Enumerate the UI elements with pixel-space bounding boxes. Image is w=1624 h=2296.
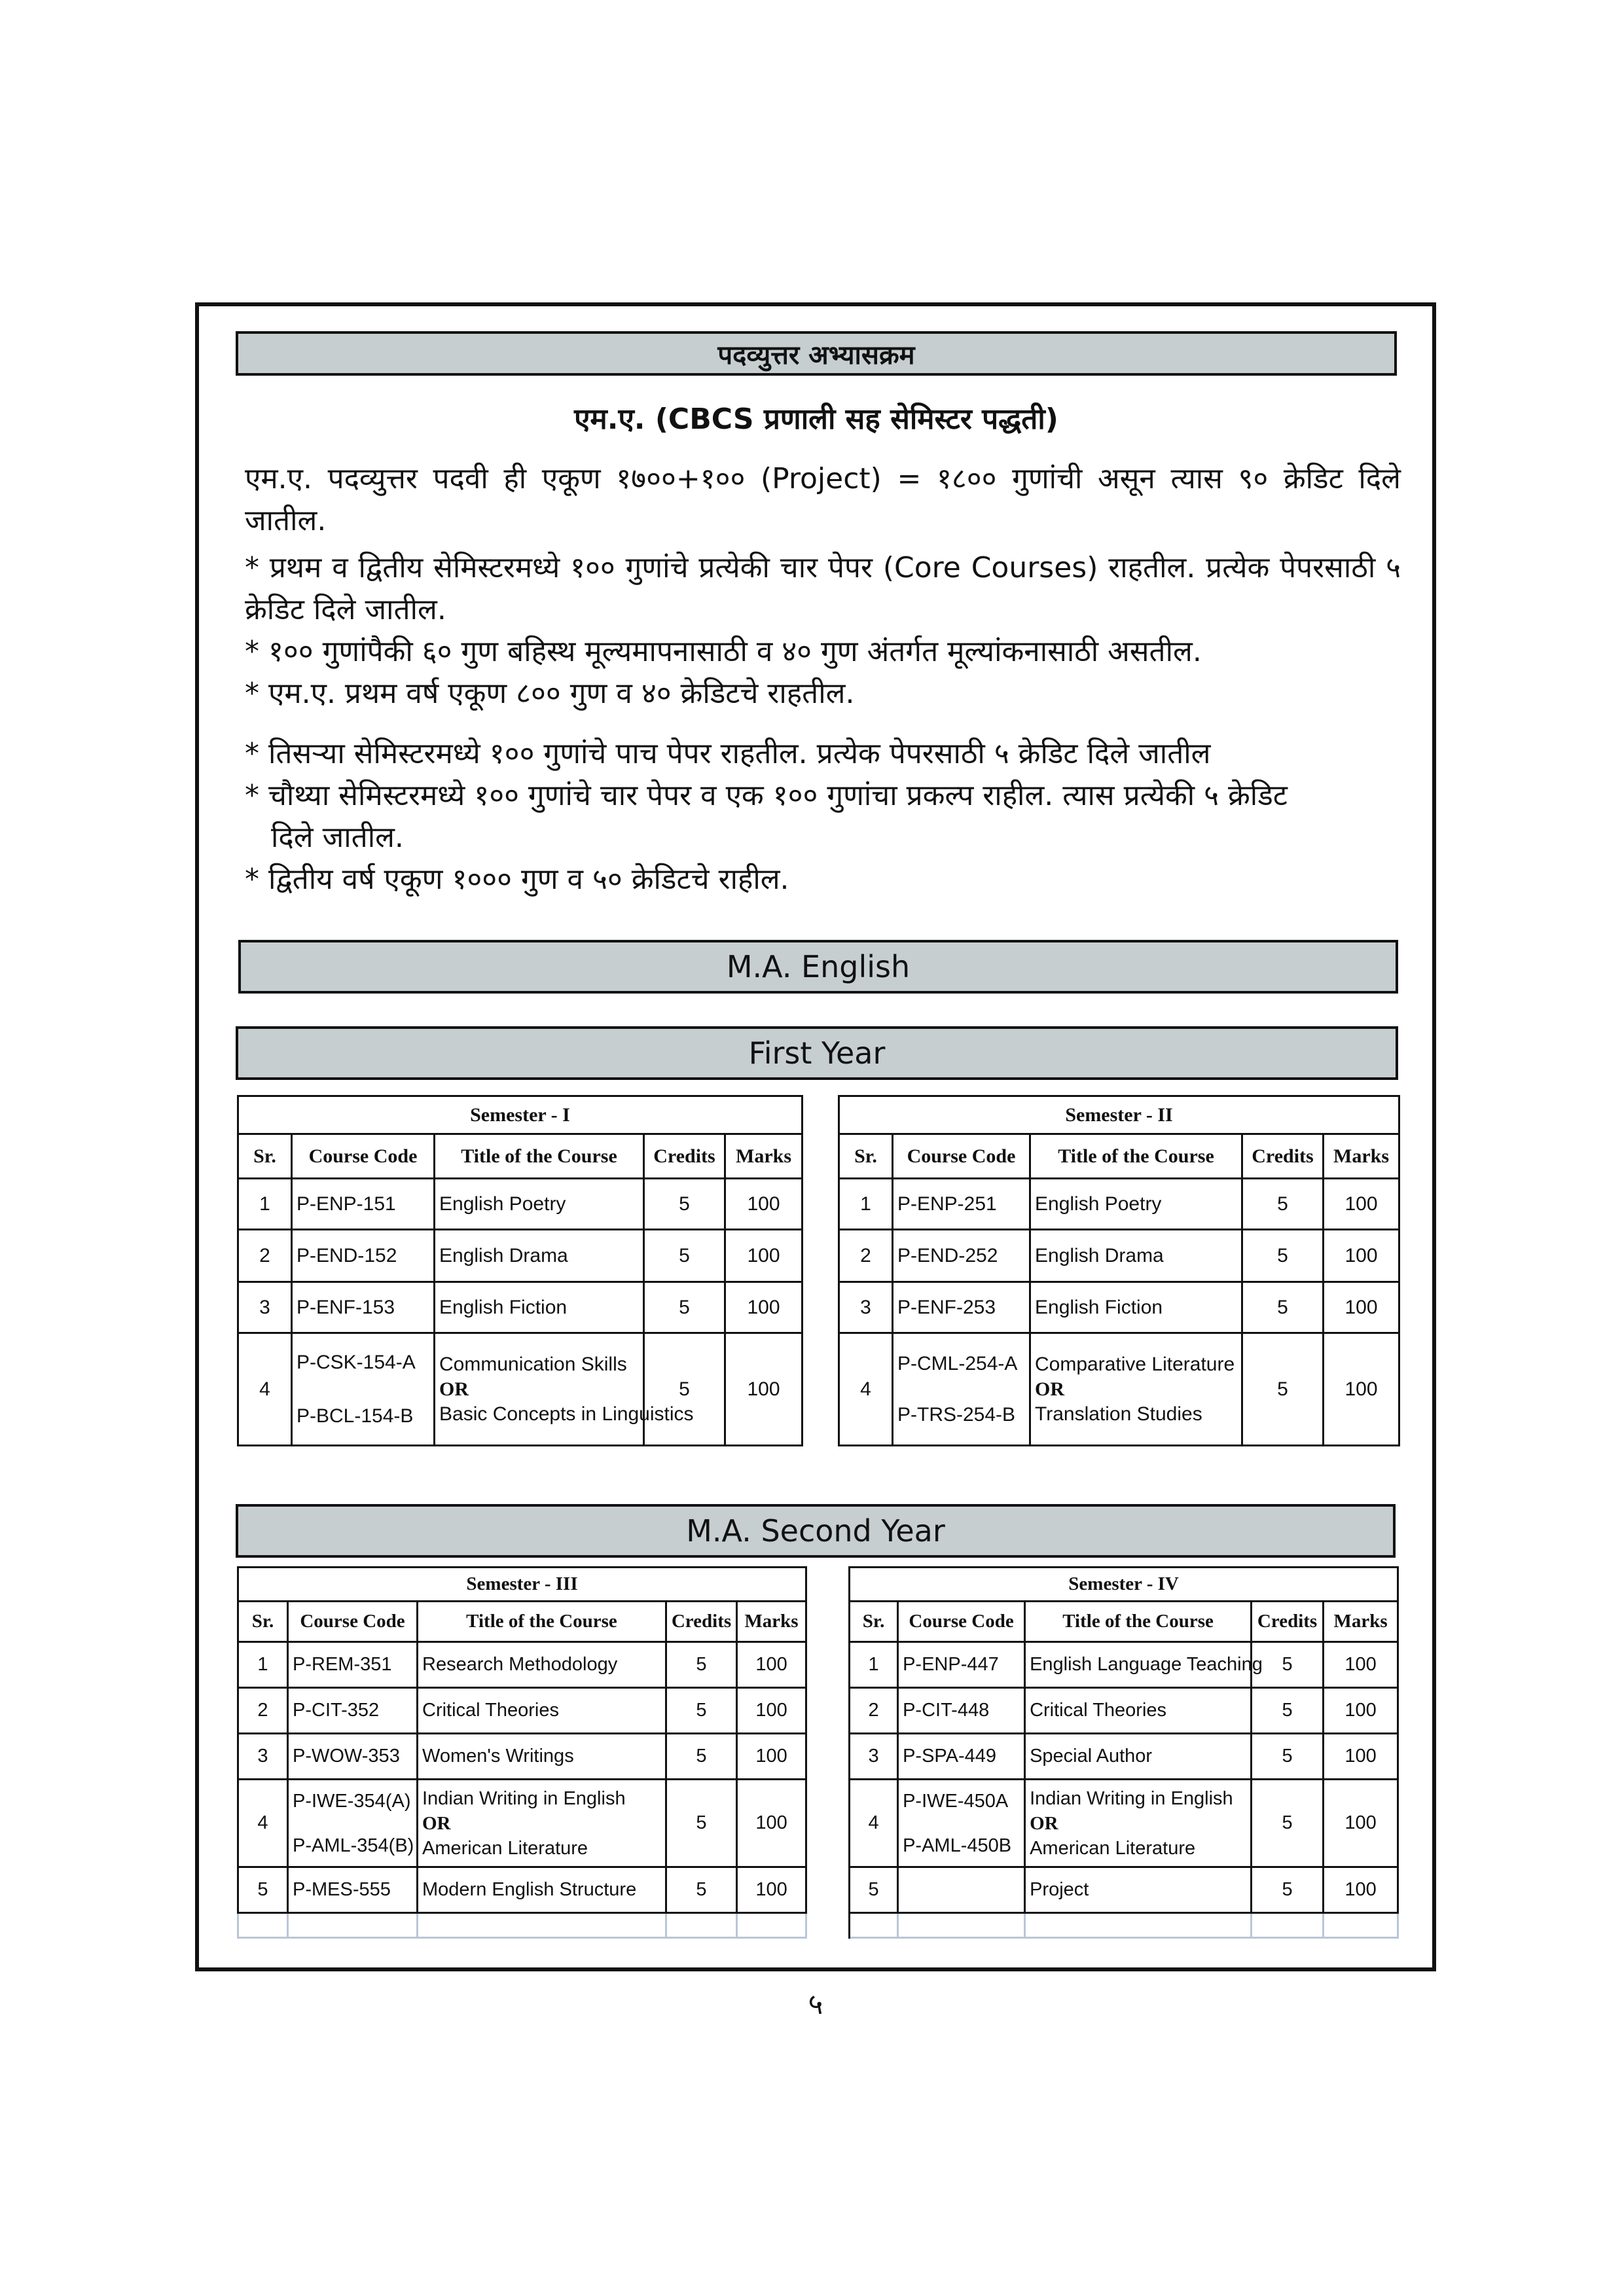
cell-marks: 100 xyxy=(1324,1282,1399,1333)
table-spacer xyxy=(803,1134,839,1179)
col-credits: Credits xyxy=(1242,1134,1324,1179)
col-marks: Marks xyxy=(725,1134,803,1179)
page-title: पदव्युत्तर अभ्यासक्रम xyxy=(717,340,915,370)
title-option-a: Communication Skills xyxy=(439,1353,627,1375)
cell-title: Research Methodology xyxy=(418,1642,666,1688)
cell-sr: 5 xyxy=(850,1867,898,1913)
cell-credits: 5 xyxy=(666,1642,737,1688)
col-marks: Marks xyxy=(737,1602,806,1642)
semester-header-row xyxy=(238,1568,1398,1602)
cell-marks: 100 xyxy=(725,1333,803,1446)
cell-credits: 5 xyxy=(644,1179,725,1230)
table-empty-row xyxy=(238,1913,1398,1938)
semester-2-label: Semester - II xyxy=(839,1096,1399,1134)
cell-sr: 4 xyxy=(839,1333,893,1446)
intro-paragraph-1: एम.ए. पदव्युत्तर पदवी ही एकूण १७००+१०० (Project) = १८०० गुणांची असून त्यास ९० क्रेडिट दिले जातील. xyxy=(245,462,1401,537)
cell-credits: 5 xyxy=(666,1780,737,1867)
cell-title: Special Author xyxy=(1025,1734,1252,1780)
title-option-b: Translation Studies xyxy=(1035,1403,1202,1425)
col-credits: Credits xyxy=(644,1134,725,1179)
title-option-b: American Literature xyxy=(1030,1837,1196,1859)
cell-sr: 1 xyxy=(238,1642,288,1688)
cell-credits: 5 xyxy=(644,1282,725,1333)
semester-3-label: Semester - III xyxy=(238,1568,806,1602)
cell-title: Critical Theories xyxy=(1025,1688,1252,1734)
cell-sr: 3 xyxy=(238,1734,288,1780)
cell-credits: 5 xyxy=(666,1867,737,1913)
table-row xyxy=(238,1867,1398,1913)
cell-marks: 100 xyxy=(737,1642,806,1688)
table-row xyxy=(238,1230,1399,1282)
cell-sr: 2 xyxy=(850,1688,898,1734)
title-option-b: Basic Concepts in Linguistics xyxy=(439,1403,694,1425)
title-option-a: Comparative Literature xyxy=(1035,1353,1235,1375)
table-spacer xyxy=(803,1333,839,1446)
cell-sr: 3 xyxy=(238,1282,292,1333)
table-spacer xyxy=(803,1179,839,1230)
cell-sr: 2 xyxy=(839,1230,893,1282)
cell-title: English Poetry xyxy=(435,1179,644,1230)
code-option-a: P-CML-254-A xyxy=(897,1352,1018,1374)
col-credits: Credits xyxy=(666,1602,737,1642)
cell-sr: 2 xyxy=(238,1230,292,1282)
column-header-row xyxy=(238,1134,1399,1179)
cell-title: English Fiction xyxy=(1030,1282,1242,1333)
cell-code xyxy=(898,1780,1025,1867)
cell-title xyxy=(418,1780,666,1867)
table-row xyxy=(238,1282,1399,1333)
page-number: ५ xyxy=(808,1988,823,2021)
cell-credits: 5 xyxy=(644,1230,725,1282)
cell-code xyxy=(898,1867,1025,1913)
intro-line-3: * १०० गुणांपैकी ६० गुण बहिस्थ मूल्यमापनासाठी व ४० गुण अंतर्गत मूल्यांकनासाठी असतील. xyxy=(245,635,1202,668)
code-option-a: P-IWE-354(A) xyxy=(293,1790,411,1812)
cell-credits: 5 xyxy=(1242,1282,1324,1333)
cell-code: P-SPA-449 xyxy=(898,1734,1025,1780)
cell-code: P-ENP-251 xyxy=(893,1179,1030,1230)
col-sr: Sr. xyxy=(238,1602,288,1642)
code-option-a: P-CSK-154-A xyxy=(297,1351,416,1373)
cell-marks: 100 xyxy=(1324,1642,1398,1688)
code-option-b: P-AML-354(B) xyxy=(293,1835,414,1856)
cell-marks: 100 xyxy=(1324,1734,1398,1780)
cell-title: English Fiction xyxy=(435,1282,644,1333)
semester-4-label: Semester - IV xyxy=(850,1568,1398,1602)
col-code: Course Code xyxy=(898,1602,1025,1642)
semester-header-row xyxy=(238,1096,1399,1134)
table-row xyxy=(238,1333,1399,1446)
cell-credits: 5 xyxy=(1252,1642,1324,1688)
or-label: OR xyxy=(1035,1378,1064,1400)
code-option-a: P-IWE-450A xyxy=(903,1790,1009,1812)
cell-marks: 100 xyxy=(1324,1688,1398,1734)
table-spacer xyxy=(806,1688,850,1734)
code-option-b: P-BCL-154-B xyxy=(297,1405,414,1427)
table-row xyxy=(238,1734,1398,1780)
cell-code: P-CIT-352 xyxy=(288,1688,418,1734)
cell-marks: 100 xyxy=(737,1867,806,1913)
cell-sr: 5 xyxy=(238,1867,288,1913)
cell-marks: 100 xyxy=(1324,1230,1399,1282)
cell-code: P-END-152 xyxy=(292,1230,435,1282)
cell-credits: 5 xyxy=(1252,1734,1324,1780)
cell-code: P-ENP-151 xyxy=(292,1179,435,1230)
page-subtitle: एम.ए. (CBCS प्रणाली सह सेमिस्टर पद्धती) xyxy=(574,403,1058,436)
col-credits: Credits xyxy=(1252,1602,1324,1642)
cell-title: Project xyxy=(1025,1867,1252,1913)
col-code: Course Code xyxy=(288,1602,418,1642)
intro-line-4: * एम.ए. प्रथम वर्ष एकूण ८०० गुण व ४० क्रेडिटचे राहतील. xyxy=(245,677,855,710)
table-row xyxy=(238,1780,1398,1867)
cell-code: P-ENF-253 xyxy=(893,1282,1030,1333)
cell-title: Women's Writings xyxy=(418,1734,666,1780)
cell-sr: 4 xyxy=(238,1333,292,1446)
table-spacer xyxy=(803,1282,839,1333)
cell-marks: 100 xyxy=(737,1734,806,1780)
or-label: OR xyxy=(1030,1812,1058,1834)
cell-marks: 100 xyxy=(1324,1179,1399,1230)
col-title: Title of the Course xyxy=(435,1134,644,1179)
code-option-b: P-TRS-254-B xyxy=(897,1403,1016,1426)
cell-title xyxy=(1025,1780,1252,1867)
title-option-b: American Literature xyxy=(422,1837,588,1859)
cell-title: English Language Teaching xyxy=(1025,1642,1252,1688)
col-code: Course Code xyxy=(893,1134,1030,1179)
cell-sr: 3 xyxy=(850,1734,898,1780)
cell-sr: 1 xyxy=(850,1642,898,1688)
cell-title: Critical Theories xyxy=(418,1688,666,1734)
col-sr: Sr. xyxy=(850,1602,898,1642)
title-option-a: Indian Writing in English xyxy=(1030,1787,1233,1809)
col-sr: Sr. xyxy=(839,1134,893,1179)
cell-title: Modern English Structure xyxy=(418,1867,666,1913)
table-row xyxy=(238,1642,1398,1688)
intro-line-7: * द्वितीय वर्ष एकूण १००० गुण व ५० क्रेडिटचे राहील. xyxy=(245,863,789,896)
cell-sr: 2 xyxy=(238,1688,288,1734)
column-header-row xyxy=(238,1602,1398,1642)
cell-marks: 100 xyxy=(1324,1333,1399,1446)
cell-marks: 100 xyxy=(1324,1780,1398,1867)
cell-credits: 5 xyxy=(1242,1230,1324,1282)
cell-title: English Drama xyxy=(435,1230,644,1282)
or-label: OR xyxy=(439,1378,469,1400)
or-label: OR xyxy=(422,1812,451,1834)
cell-title xyxy=(1030,1333,1242,1446)
title-option-a: Indian Writing in English xyxy=(422,1787,626,1809)
intro-paragraph-2: * प्रथम व द्वितीय सेमिस्टरमध्ये १०० गुणांचे प्रत्येकी चार पेपर (Core Courses) राहतील. प्रत्येक पेपरसाठी ५ क्रेडिट दिले जातील. xyxy=(245,551,1401,626)
semester-1-label: Semester - I xyxy=(238,1096,803,1134)
col-marks: Marks xyxy=(1324,1134,1399,1179)
cell-code: P-ENF-153 xyxy=(292,1282,435,1333)
cell-marks: 100 xyxy=(1324,1867,1398,1913)
cell-credits: 5 xyxy=(1252,1867,1324,1913)
intro-line-5: * तिसऱ्या सेमिस्टरमध्ये १०० गुणांचे पाच पेपर राहतील. प्रत्येक पेपरसाठी ५ क्रेडिट दिले जातील xyxy=(245,737,1211,770)
col-title: Title of the Course xyxy=(1030,1134,1242,1179)
cell-code: P-REM-351 xyxy=(288,1642,418,1688)
cell-title: English Drama xyxy=(1030,1230,1242,1282)
cell-code: P-CIT-448 xyxy=(898,1688,1025,1734)
cell-marks: 100 xyxy=(737,1688,806,1734)
table-spacer xyxy=(806,1642,850,1688)
second-year-table xyxy=(237,1566,1399,1939)
col-title: Title of the Course xyxy=(418,1602,666,1642)
table-spacer xyxy=(803,1230,839,1282)
cell-credits: 5 xyxy=(644,1333,725,1446)
program-banner xyxy=(238,940,1398,994)
cell-sr: 3 xyxy=(839,1282,893,1333)
cell-title xyxy=(435,1333,694,1446)
intro-line-6: * चौथ्या सेमिस्टरमध्ये १०० गुणांचे चार पेपर व एक १०० गुणांचा प्रकल्प राहील. त्यास प्रत्येकी ५ क्रेडिट xyxy=(245,779,1288,812)
cell-marks: 100 xyxy=(737,1780,806,1867)
cell-code: P-END-252 xyxy=(893,1230,1030,1282)
first-year-table xyxy=(237,1095,1400,1446)
cell-sr: 1 xyxy=(238,1179,292,1230)
program-title: M.A. English xyxy=(726,949,911,984)
cell-marks: 100 xyxy=(725,1179,803,1230)
second-year-banner xyxy=(236,1504,1396,1558)
table-row xyxy=(238,1179,1399,1230)
first-year-banner xyxy=(236,1026,1398,1080)
cell-credits: 5 xyxy=(1252,1688,1324,1734)
table-spacer xyxy=(806,1568,850,1602)
cell-code xyxy=(893,1333,1030,1446)
cell-credits: 5 xyxy=(1252,1780,1324,1867)
intro-line-6-cont: दिले जातील. xyxy=(271,821,404,854)
cell-credits: 5 xyxy=(1242,1179,1324,1230)
cell-title: English Poetry xyxy=(1030,1179,1242,1230)
cell-credits: 5 xyxy=(666,1734,737,1780)
col-marks: Marks xyxy=(1324,1602,1398,1642)
table-spacer xyxy=(806,1867,850,1913)
cell-marks: 100 xyxy=(725,1282,803,1333)
col-title: Title of the Course xyxy=(1025,1602,1252,1642)
table-spacer xyxy=(806,1734,850,1780)
second-year-title: M.A. Second Year xyxy=(686,1513,945,1549)
cell-code: P-WOW-353 xyxy=(288,1734,418,1780)
cell-sr: 4 xyxy=(238,1780,288,1867)
col-code: Course Code xyxy=(292,1134,435,1179)
table-spacer xyxy=(803,1096,839,1134)
cell-sr: 1 xyxy=(839,1179,893,1230)
cell-code: P-ENP-447 xyxy=(898,1642,1025,1688)
cell-code xyxy=(288,1780,418,1867)
first-year-title: First Year xyxy=(748,1035,886,1071)
cell-code xyxy=(292,1333,435,1446)
cell-sr: 4 xyxy=(850,1780,898,1867)
col-sr: Sr. xyxy=(238,1134,292,1179)
cell-credits: 5 xyxy=(1242,1333,1324,1446)
table-spacer xyxy=(806,1780,850,1867)
page-title-banner xyxy=(236,331,1397,376)
cell-marks: 100 xyxy=(725,1230,803,1282)
table-row xyxy=(238,1688,1398,1734)
cell-code: P-MES-555 xyxy=(288,1867,418,1913)
code-option-b: P-AML-450B xyxy=(903,1835,1012,1856)
table-spacer xyxy=(806,1602,850,1642)
cell-credits: 5 xyxy=(666,1688,737,1734)
